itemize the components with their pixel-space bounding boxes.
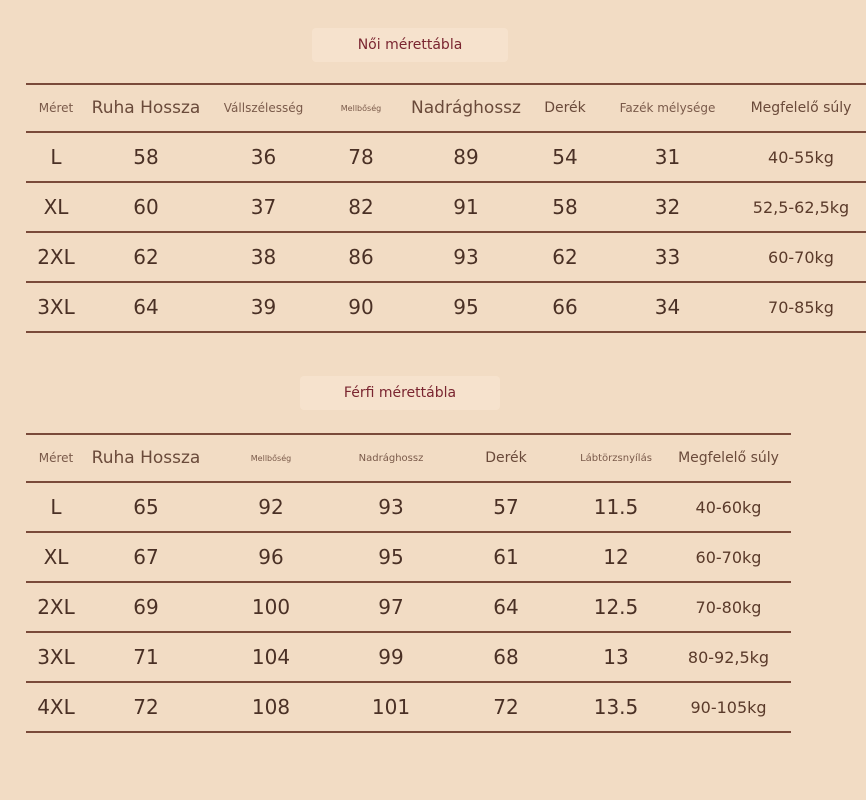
men-size-table [26,433,791,733]
length-cell: 71 [86,632,206,682]
weight-cell: 70-80kg [666,582,791,632]
shoulder-cell: 39 [206,282,321,332]
header-ruha-hossza: Ruha Hossza [86,434,206,482]
size-cell: L [26,132,86,182]
waist-cell: 66 [531,282,599,332]
waist-cell: 68 [446,632,566,682]
size-cell: 2XL [26,582,86,632]
size-cell: XL [26,532,86,582]
chest-cell: 108 [206,682,336,732]
header-nadraghossz: Nadrághossz [336,434,446,482]
header-meret: Méret [26,84,86,132]
weight-cell: 90-105kg [666,682,791,732]
table-header-row [26,434,791,482]
weight-cell: 80-92,5kg [666,632,791,682]
length-cell: 65 [86,482,206,532]
leg-opening-cell: 11.5 [566,482,666,532]
length-cell: 67 [86,532,206,582]
header-vallszelesseg: Vállszélesség [206,84,321,132]
chest-cell: 104 [206,632,336,682]
shoulder-cell: 37 [206,182,321,232]
pants-length-cell: 101 [336,682,446,732]
weight-cell: 60-70kg [736,232,866,282]
waist-cell: 58 [531,182,599,232]
table-row [26,132,866,182]
waist-cell: 57 [446,482,566,532]
weight-cell: 70-85kg [736,282,866,332]
crotch-depth-cell: 34 [599,282,736,332]
chest-cell: 96 [206,532,336,582]
header-mellboseg: Mellbőség [206,434,336,482]
chest-cell: 92 [206,482,336,532]
table-row [26,182,866,232]
size-cell: XL [26,182,86,232]
header-megfelelo-suly: Megfelelő súly [666,434,791,482]
leg-opening-cell: 12.5 [566,582,666,632]
shoulder-cell: 36 [206,132,321,182]
shoulder-cell: 38 [206,232,321,282]
length-cell: 64 [86,282,206,332]
crotch-depth-cell: 32 [599,182,736,232]
women-size-chart-title: Női mérettábla [312,28,508,62]
waist-cell: 72 [446,682,566,732]
leg-opening-cell: 13.5 [566,682,666,732]
header-labtorzsnyilas: Lábtörzsnyílás [566,434,666,482]
size-cell: L [26,482,86,532]
table-row [26,532,791,582]
pants-length-cell: 95 [336,532,446,582]
bust-cell: 90 [321,282,401,332]
chest-cell: 100 [206,582,336,632]
header-fazek-melysege: Fazék mélysége [599,84,736,132]
header-meret: Méret [26,434,86,482]
table-row [26,482,791,532]
length-cell: 72 [86,682,206,732]
size-cell: 2XL [26,232,86,282]
waist-cell: 62 [531,232,599,282]
table-row [26,682,791,732]
waist-cell: 64 [446,582,566,632]
header-nadraghossz: Nadrághossz [401,84,531,132]
weight-cell: 52,5-62,5kg [736,182,866,232]
pants-length-cell: 93 [401,232,531,282]
pants-length-cell: 93 [336,482,446,532]
header-megfelelo-suly: Megfelelő súly [736,84,866,132]
leg-opening-cell: 12 [566,532,666,582]
bust-cell: 82 [321,182,401,232]
waist-cell: 61 [446,532,566,582]
crotch-depth-cell: 33 [599,232,736,282]
weight-cell: 40-55kg [736,132,866,182]
header-mellboseg: Mellbőség [321,84,401,132]
pants-length-cell: 97 [336,582,446,632]
crotch-depth-cell: 31 [599,132,736,182]
header-ruha-hossza: Ruha Hossza [86,84,206,132]
length-cell: 58 [86,132,206,182]
women-size-table [26,83,866,333]
waist-cell: 54 [531,132,599,182]
length-cell: 62 [86,232,206,282]
size-cell: 4XL [26,682,86,732]
weight-cell: 60-70kg [666,532,791,582]
weight-cell: 40-60kg [666,482,791,532]
pants-length-cell: 99 [336,632,446,682]
header-derek: Derék [446,434,566,482]
table-row [26,282,866,332]
length-cell: 60 [86,182,206,232]
length-cell: 69 [86,582,206,632]
pants-length-cell: 89 [401,132,531,182]
men-size-chart-title: Férfi mérettábla [300,376,500,410]
table-header-row [26,84,866,132]
leg-opening-cell: 13 [566,632,666,682]
header-derek: Derék [531,84,599,132]
bust-cell: 86 [321,232,401,282]
size-cell: 3XL [26,632,86,682]
pants-length-cell: 95 [401,282,531,332]
bust-cell: 78 [321,132,401,182]
table-row [26,582,791,632]
pants-length-cell: 91 [401,182,531,232]
table-row [26,632,791,682]
size-cell: 3XL [26,282,86,332]
table-row [26,232,866,282]
